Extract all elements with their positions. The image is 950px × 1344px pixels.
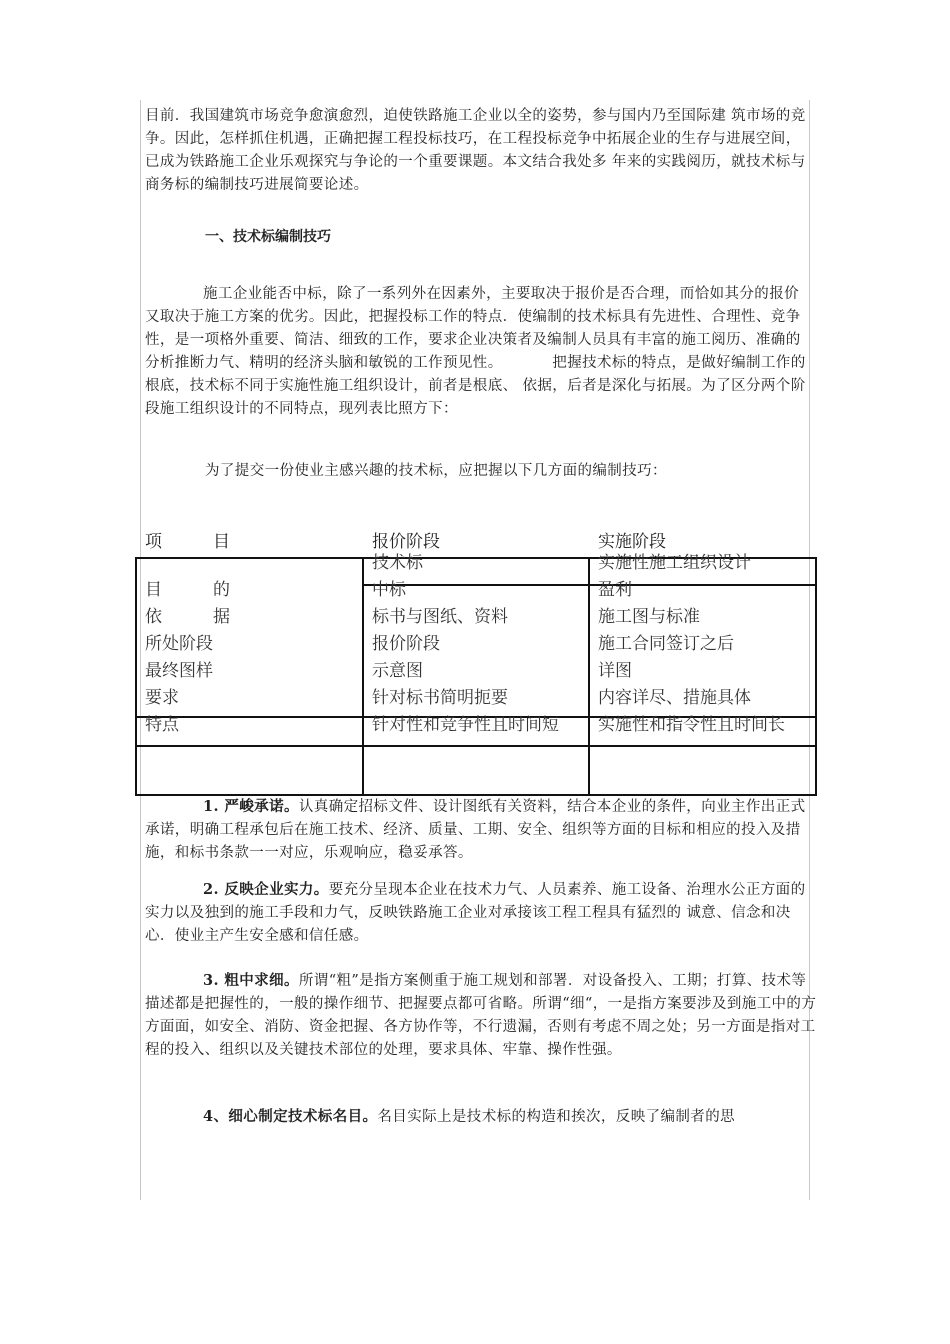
table-cell: 示意图 [372,661,423,681]
paragraph-2 [145,283,810,421]
item-lead: 3. 粗中求细。 [203,972,299,989]
table-divider [588,559,590,794]
table-cell: 针对性和竞争性且时间短 [372,715,559,735]
table-cell: 目 的 [145,580,230,600]
table-cell: 最终图样 [145,661,213,681]
list-item [145,969,817,1062]
comparison-table [135,557,817,796]
list-item [145,795,817,865]
table-header-col1: 项 目 [145,532,230,552]
table-cell: 详图 [598,661,632,681]
table-cell: 所处阶段 [145,634,213,654]
table-divider [137,745,815,747]
item-text: 名目实际上是技术标的构造和挨次，反映了编制者的思 [377,1109,735,1125]
table-header-col3: 实施阶段 [598,532,666,552]
table-cell: 依 据 [145,607,230,627]
table-cell: 特点 [145,715,179,735]
table-cell: 针对标书简明扼要 [372,688,508,708]
table-cell: 中标 [372,580,406,600]
table-divider [362,584,817,586]
table-cell: 实施性和指令性且时间长 [598,715,785,735]
table-cell: 技术标 [372,553,423,573]
paragraph-2-text: 施工企业能否中标，除了一系列外在因素外，主要取决于报价是否合理，而恰如其分的报价又取决于施工方案的优劣。因此，把握投标工作的特点．使编制的技术标具有先进性、合理性、竞争性，是一项格外重要、简洁、细致的工作，要求企业决策者及编制人员具有丰富的施工阅历、准确的分析推断力气、精明的经济头脑和敏锐的工作预见性。 把握技术标的特点，是做好编制工作的根底，技术标不同于实施性施工组织设计，前者是根底、 依据，后者是深化与拓展。为了区分两个阶段施工组织设计的不同特点，现列表比照方下： [145,286,806,417]
section-heading: 一、技术标编制技巧 [205,229,331,245]
table-cell: 施工合同签订之后 [598,634,734,654]
table-cell: 实施性施工组织设计 [598,553,751,573]
table-cell: 盈利 [598,580,632,600]
item-lead: 1. 严峻承诺。 [203,798,299,815]
table-cell: 内容详尽、措施具体 [598,688,751,708]
table-cell: 报价阶段 [372,634,440,654]
list-item [145,878,817,948]
table-header-col2: 报价阶段 [372,532,440,552]
item-text: 认真确定招标文件、设计图纸有关资料，结合本企业的条件，向业主作出正式承诺，明确工程承包后在施工技术、经济、质量、工期、安全、组织等方面的目标和相应的投入及措施，和标书条款一一对应，乐观响应，稳妥承答。 [145,799,806,861]
table-cell: 施工图与标准 [598,607,700,627]
table-cell: 标书与图纸、资料 [372,607,508,627]
paragraph-3: 为了提交一份使业主感兴趣的技术标，应把握以下几方面的编制技巧： [205,463,667,479]
item-lead: 2. 反映企业实力。 [203,881,329,898]
item-text: 要充分呈现本企业在技术力气、人员素养、施工设备、治理水公正方面的实力以及独到的施工手段和力气，反映铁路施工企业对承接该工程工程具有猛烈的 诚意、信念和决心．使业主产生安全感和信任感。 [145,882,806,944]
intro-paragraph: 目前．我国建筑市场竞争愈演愈烈，迫使铁路施工企业以全的姿势，参与国内乃至国际建 筑市场的竞争。因此，怎样抓住机遇，正确把握工程投标技巧，在工程投标竞争中拓展企业的生存与进展空间，已成为铁路施工企业乐观探究与争论的一个重要课题。本文结合我处多 年来的实践阅历，就技术标与商务标的编制技巧进展简要论述。 [145,108,806,193]
table-divider [362,559,364,794]
table-cell: 要求 [145,688,179,708]
item-text: 所谓“粗”是指方案侧重于施工规划和部署．对设备投入、工期；打算、技术等描述都是把握性的，一般的操作细节、把握要点都可省略。所谓“细“，一是指方案要涉及到施工中的方方面面，如安全、消防、资金把握、各方协作等，不行遗漏，否则有考虑不周之处；另一方面是指对工程的投入、组织以及关键技术部位的处理，要求具体、牢靠、操作性强。 [145,973,817,1058]
list-item [145,1105,817,1129]
item-lead: 4、细心制定技术标名目。 [203,1108,378,1125]
